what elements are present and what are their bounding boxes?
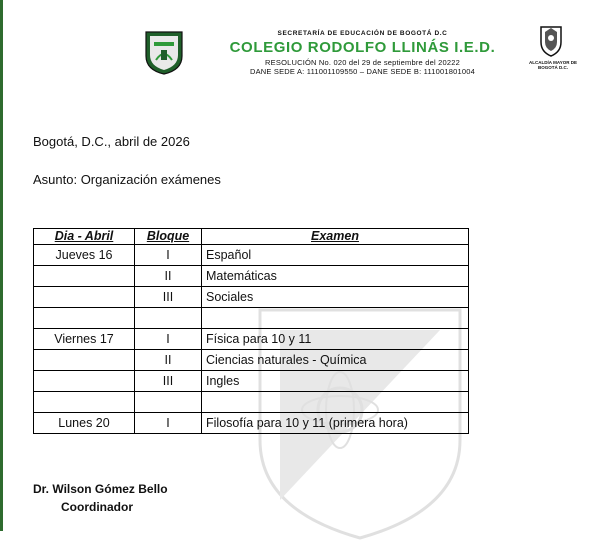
cell-exam: Física para 10 y 11: [202, 329, 469, 350]
table-row: [34, 350, 469, 371]
signatory-role: Coordinador: [61, 500, 133, 514]
table-row: [34, 329, 469, 350]
resolucion-line: RESOLUCIÓN No. 020 del 29 de septiembre del 20222: [265, 58, 460, 67]
school-name: COLEGIO RODOLFO LLINÁS I.E.D.: [229, 39, 496, 56]
cell-day: [34, 350, 135, 371]
signatory-name: Dr. Wilson Gómez Bello: [33, 482, 168, 496]
cell-exam: Matemáticas: [202, 266, 469, 287]
cell-block: I: [135, 413, 202, 434]
cell-exam: Español: [202, 245, 469, 266]
cell-day: Viernes 17: [34, 329, 135, 350]
cell-block: [135, 308, 202, 329]
cell-day: [34, 287, 135, 308]
cell-day: Jueves 16: [34, 245, 135, 266]
cell-day: [34, 266, 135, 287]
table-row: [34, 371, 469, 392]
cell-exam: Ciencias naturales - Química: [202, 350, 469, 371]
exam-schedule-table: [33, 228, 469, 434]
table-row: [34, 287, 469, 308]
cell-block: III: [135, 371, 202, 392]
table-header-row: [34, 229, 469, 245]
cell-block: [135, 392, 202, 413]
subject-line: Asunto: Organización exámenes: [33, 172, 221, 187]
cell-day: [34, 371, 135, 392]
header-day: Dia - Abril: [34, 229, 135, 245]
cell-exam: Sociales: [202, 287, 469, 308]
letterhead-text: [190, 30, 535, 76]
cell-day: [34, 392, 135, 413]
table-row: [34, 392, 469, 413]
cell-block: I: [135, 245, 202, 266]
header-block: Bloque: [135, 229, 202, 245]
cell-exam: [202, 392, 469, 413]
alcaldia-label: ALCALDÍA MAYOR DE BOGOTÁ D.C.: [529, 60, 577, 70]
cell-exam: Ingles: [202, 371, 469, 392]
cell-block: II: [135, 350, 202, 371]
cell-exam: Filosofía para 10 y 11 (primera hora): [202, 413, 469, 434]
table-row: [34, 413, 469, 434]
school-shield-logo: [144, 30, 184, 76]
cell-day: Lunes 20: [34, 413, 135, 434]
cell-day: [34, 308, 135, 329]
header-exam: Examen: [202, 229, 469, 245]
dane-line: DANE SEDE A: 111001109550 – DANE SEDE B: 111001801004: [249, 67, 476, 76]
bogota-crest-icon: [538, 24, 564, 58]
table-row: [34, 308, 469, 329]
secretaria-line: SECRETARÍA DE EDUCACIÓN DE BOGOTÁ D.C: [277, 30, 448, 37]
cell-block: I: [135, 329, 202, 350]
cell-block: III: [135, 287, 202, 308]
cell-block: II: [135, 266, 202, 287]
table-row: [34, 266, 469, 287]
place-date: Bogotá, D.C., abril de 2026: [33, 134, 190, 149]
cell-exam: [202, 308, 469, 329]
table-row: [34, 245, 469, 266]
letterhead: [0, 0, 589, 110]
signature-block: [33, 480, 168, 516]
